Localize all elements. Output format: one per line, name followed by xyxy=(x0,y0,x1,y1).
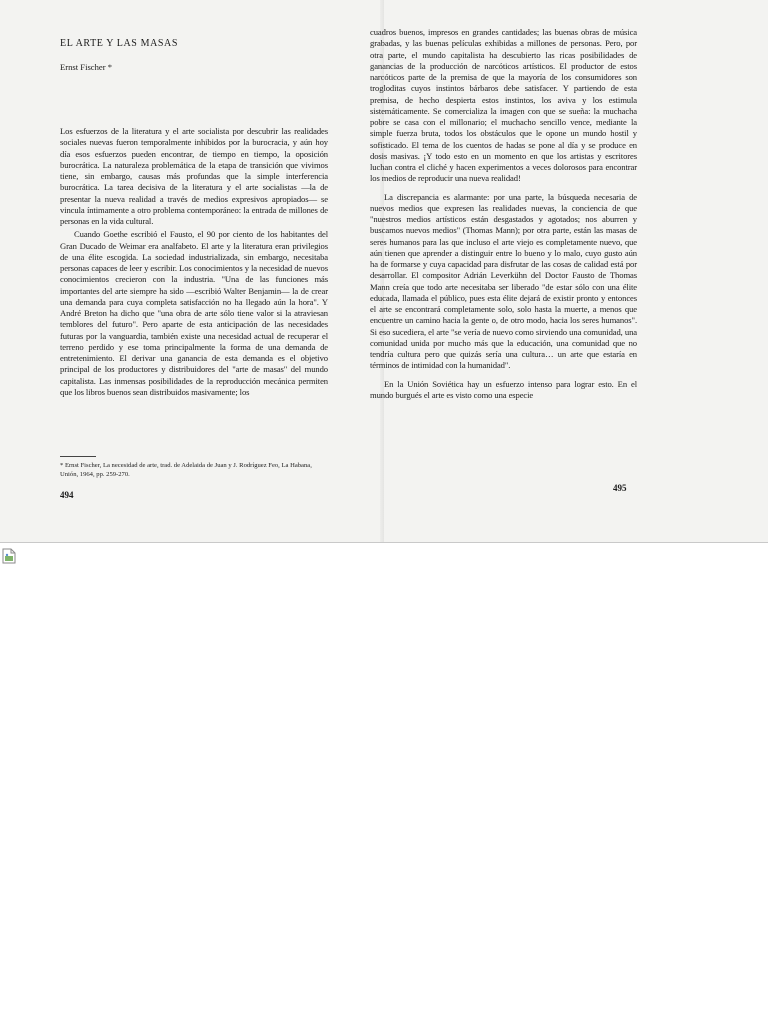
broken-image-icon xyxy=(2,548,16,564)
paragraph: cuadros buenos, impresos en grandes cantidades; las buenas obras de música grabadas, y las buenas películas exhibidas a millones de personas. Pero, por otra parte, el mundo capitalista ha descubierto las ricas posibilidades de ganancias de la producción de narcóticos artísticos. El productor de estos narcóticos parte de la premisa de que la mayoría de los consumidores son trogloditas cuyos instintos bárbaros debe satisfacer. Y partiendo de esta premisa, de hecho despierta estos instintos, los aviva y los estimula sistemáticamente. Se comercializa la imagen con que se sueña: la muchacha pobre se casa con el millonario; el muchacho sencillo vence, mediante la simple fuerza bruta, todos los obstáculos que le opone un mundo hostil y sofisticado. El tema de los cuentos de hadas se pone al día y se produce en dosis masivas. ¡Y todo esto en un momento en que los artistas y escritores luchan contra el cliché y hacen experimentos a veces dolorosos para encontrar los medios de reproducir una nueva realidad! xyxy=(370,27,637,184)
left-page xyxy=(0,0,384,542)
page-number-right: 495 xyxy=(613,483,627,493)
right-page-body xyxy=(370,27,637,401)
left-page-body xyxy=(60,126,328,398)
footnote: * Ernst Fischer, La necesidad de arte, trad. de Adelaida de Juan y J. Rodríguez Feo, La Habana, Unión, 1964, pp. 259-270. xyxy=(60,462,312,478)
paragraph: Los esfuerzos de la literatura y el arte socialista por descubrir las realidades sociales nuevas fueron temporalmente inhibidos por la burocracia, y aún hoy día esos esfuerzos pueden encontrar, de tiempo en tiempo, la oposición burocrática. La naturaleza problemática de la etapa de transición que vivimos tiene, sin embargo, causas más profundas que la simple interferencia burocrática. La tarea decisiva de la literatura y el arte socialistas —la de presentar la nueva realidad a través de medios expresivos apropiados— se vincula íntimamente a otro problema contemporáneo: la entrada de millones de personas en la vida cultural. xyxy=(60,126,328,226)
article-title: EL ARTE Y LAS MASAS xyxy=(60,38,179,49)
footnote-rule xyxy=(60,456,96,457)
paragraph: La discrepancia es alarmante: por una parte, la búsqueda necesaria de nuevos medios que expresen las realidades nuevas, la conciencia de que "nuestros medios artísticos están desgastados y agotados; nos aburren y buscamos nuevos medios" (Thomas Mann); por otra parte, están las masas de seres humanos para las que incluso el arte viejo es completamente nuevo, que aún tienen que aprender a distinguir entre lo bueno y lo malo, cuyo gusto aún ha de formarse y cuya capacidad para disfrutar de las cosas de calidad está por desarrollar. El compositor Adrián Leverkühn del Doctor Fausto de Thomas Mann creía que todo arte necesitaba ser liberado "de estar sólo con una élite educada, llamada el público, pues esta élite dejará de existir pronto y entonces el arte se encontrará completamente solo, solo hasta la muerte, a menos que encuentre un camino hacia la gente o, de otro modo, hacia los seres humanos". Si eso sucediera, el arte "se vería de nuevo como sirviendo una comunidad, una comunidad unida por mucho más que la educación, una comunidad que no tendría cultura pero que quizás sería una cultura… un arte que estaría en términos de intimidad con la humanidad". xyxy=(370,191,637,371)
page-number-left: 494 xyxy=(60,490,74,500)
article-author: Ernst Fischer * xyxy=(60,62,113,72)
paragraph: En la Unión Soviética hay un esfuerzo intenso para lograr esto. En el mundo burgués el arte es visto como una especie xyxy=(370,378,637,400)
paragraph: Cuando Goethe escribió el Fausto, el 90 por ciento de los habitantes del Gran Ducado de Weimar era analfabeto. El arte y la literatura eran privilegios de una élite escogida. La sociedad industrializada, sin embargo, necesitaba personas capaces de leer y escribir. Los conocimientos y la necesidad de nuevos conocimientos crecieron con la industria. "Una de las funciones más importantes del arte siempre ha sido —escribió Walter Benjamin— la de crear una demanda para cuya completa satisfacción no ha llegado aún la hora". Y André Breton ha dicho que "una obra de arte sólo tiene valor si la atraviesan temblores del futuro". Pero aparte de esta anticipación de las necesidades futuras por la vanguardia, también existe una necesidad actual de recuperar el terreno perdido y ese toma principalmente la forma de una demanda de entretenimiento. El derivar una ganancia de esta demanda es el objetivo principal de los productores y distribuidores del "arte de masas" del mundo capitalista. Las inmensas posibilidades de la reproducción mecánica permiten que los libros buenos sean distribuidos masivamente; los xyxy=(60,229,328,397)
